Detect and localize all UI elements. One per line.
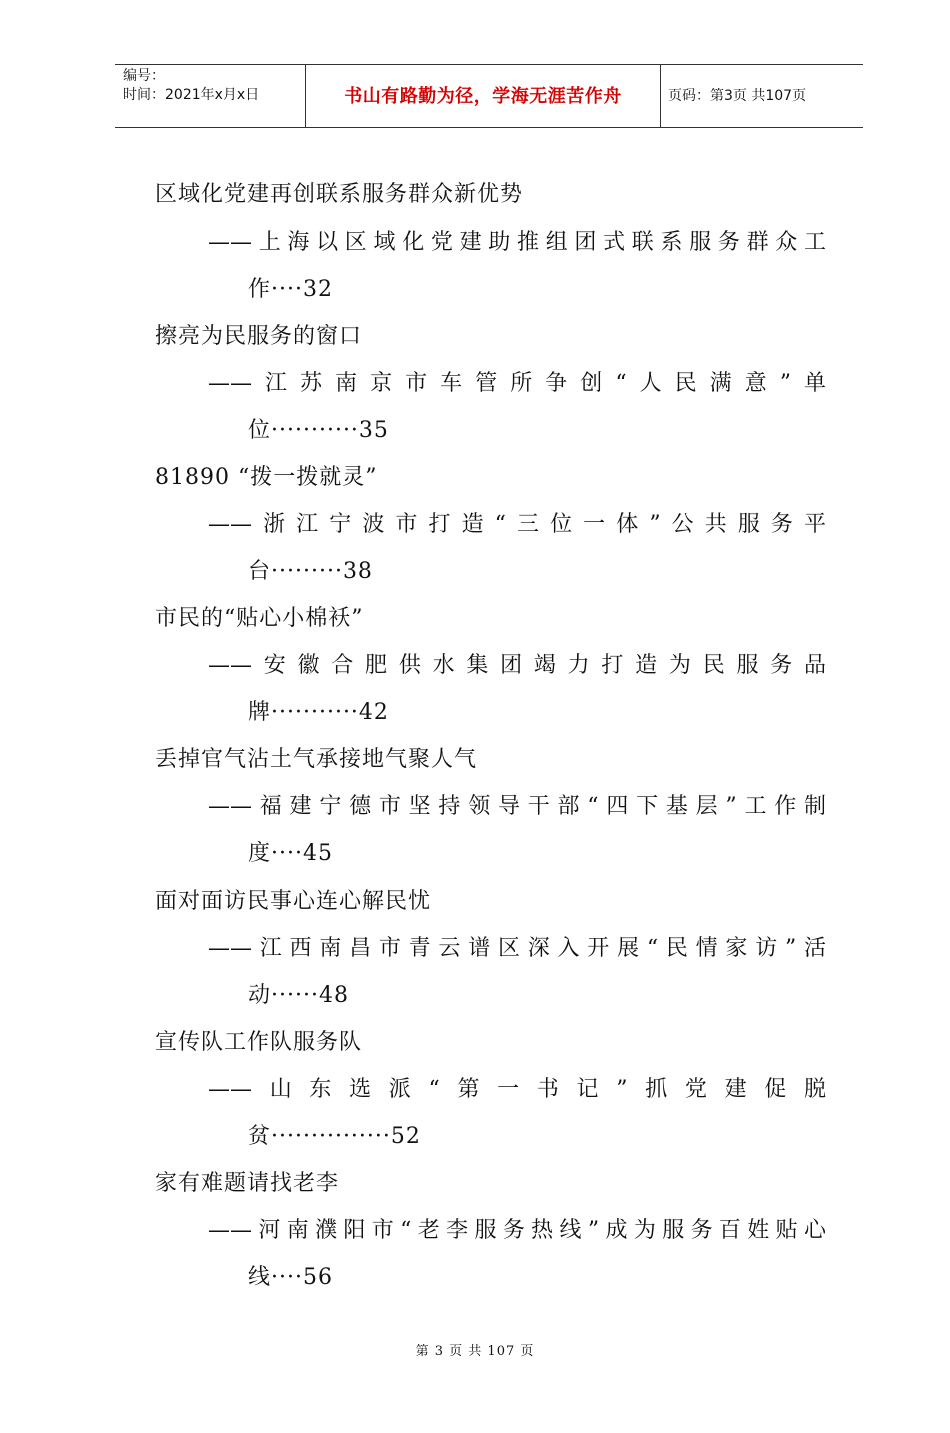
toc-entry-page: 位···········35 bbox=[248, 418, 389, 443]
toc-entry-page: 度····45 bbox=[248, 841, 333, 866]
page-footer: 第 3 页 共 107 页 bbox=[415, 1344, 535, 1359]
toc-entry-title: 区域化党建再创联系服务群众新优势 bbox=[155, 182, 524, 207]
toc-entry-page: 动······48 bbox=[248, 983, 349, 1008]
toc-entry-subtitle: ——江苏南京市车管所争创“人民满意”单 bbox=[208, 371, 826, 396]
header-divider bbox=[660, 65, 661, 128]
toc-entry-page: 线····56 bbox=[248, 1265, 333, 1290]
header-time: 时间：2021年x月x日 bbox=[123, 87, 260, 103]
toc-entry-title: 市民的“贴心小棉袄” bbox=[155, 606, 364, 631]
toc-entry-subtitle: ——江西南昌市青云谱区深入开展“民情家访”活 bbox=[208, 936, 826, 961]
toc-entry-title: 宣传队工作队服务队 bbox=[155, 1030, 363, 1055]
toc-entry-subtitle: ——河南濮阳市“老李服务热线”成为服务百姓贴心 bbox=[208, 1218, 826, 1243]
page-header bbox=[115, 64, 863, 128]
toc-entry-subtitle: ——山东选派“第一书记”抓党建促脱 bbox=[208, 1077, 826, 1102]
toc-entry-title: 擦亮为民服务的窗口 bbox=[155, 324, 363, 349]
toc-entry-title: 面对面访民事心连心解民忧 bbox=[155, 889, 432, 914]
header-meta bbox=[123, 67, 259, 105]
toc-entry-page: 作····32 bbox=[248, 277, 333, 302]
toc-entry-title: 家有难题请找老李 bbox=[155, 1171, 340, 1196]
toc-entry-subtitle: ——安徽合肥供水集团竭力打造为民服务品 bbox=[208, 653, 826, 678]
header-motto: 书山有路勤为径，学海无涯苦作舟 bbox=[344, 86, 622, 107]
toc-entry-title: 81890 “拨一拨就灵” bbox=[155, 465, 378, 490]
header-number: 编号： bbox=[123, 68, 165, 84]
toc-entry-page: 贫···············52 bbox=[248, 1124, 421, 1149]
toc-entry-subtitle: ——福建宁德市坚持领导干部“四下基层”工作制 bbox=[208, 794, 826, 819]
toc-entry-page: 台·········38 bbox=[248, 559, 373, 584]
toc-entry-subtitle: ——浙江宁波市打造“三位一体”公共服务平 bbox=[208, 512, 826, 537]
header-page-info: 页码：第3页 共107页 bbox=[668, 88, 807, 104]
toc-entry-title: 丢掉官气沾土气承接地气聚人气 bbox=[155, 747, 478, 772]
toc-entry-page: 牌···········42 bbox=[248, 700, 389, 725]
toc-entry-subtitle: ——上海以区域化党建助推组团式联系服务群众工 bbox=[208, 230, 826, 255]
